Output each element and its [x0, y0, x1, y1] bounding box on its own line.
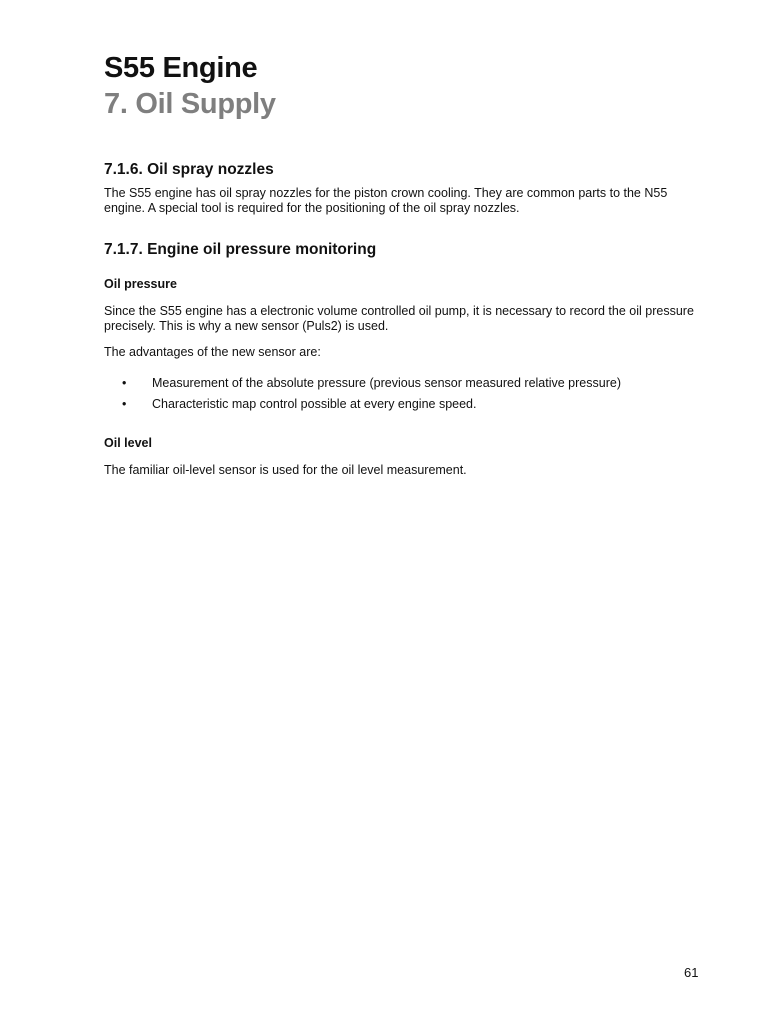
subheading-oil-level: Oil level — [104, 435, 152, 450]
list-item-text: Characteristic map control possible at every engine speed. — [152, 397, 477, 411]
subheading-oil-pressure: Oil pressure — [104, 277, 177, 291]
oil-pressure-paragraph: Since the S55 engine has a electronic volume controlled oil pump, it is necessary to record the oil pressure precisely. This is why a new sensor (Puls2) is used. — [104, 304, 694, 333]
document-title: S55 Engine — [104, 52, 258, 84]
document-page — [104, 50, 704, 477]
page-number: 61 — [684, 965, 699, 980]
oil-spray-nozzles-paragraph: The S55 engine has oil spray nozzles for the piston crown cooling. They are common parts to the N55 engine. A special tool is required for the positioning of the oil spray nozzles. — [104, 186, 668, 215]
oil-level-paragraph: The familiar oil-level sensor is used for the oil level measurement. — [104, 462, 467, 477]
section-heading-oil-spray-nozzles: 7.1.6. Oil spray nozzles — [104, 161, 274, 178]
list-item-text: Measurement of the absolute pressure (previous sensor measured relative pressure) — [152, 375, 621, 390]
advantages-intro-paragraph: The advantages of the new sensor are: — [104, 345, 321, 359]
advantages-list — [104, 376, 704, 412]
chapter-title: 7. Oil Supply — [104, 88, 276, 120]
bullet-icon: • — [122, 397, 127, 411]
list-item — [104, 397, 704, 412]
list-item — [104, 376, 704, 391]
section-heading-oil-pressure-monitoring: 7.1.7. Engine oil pressure monitoring — [104, 241, 377, 258]
bullet-icon: • — [122, 375, 127, 390]
